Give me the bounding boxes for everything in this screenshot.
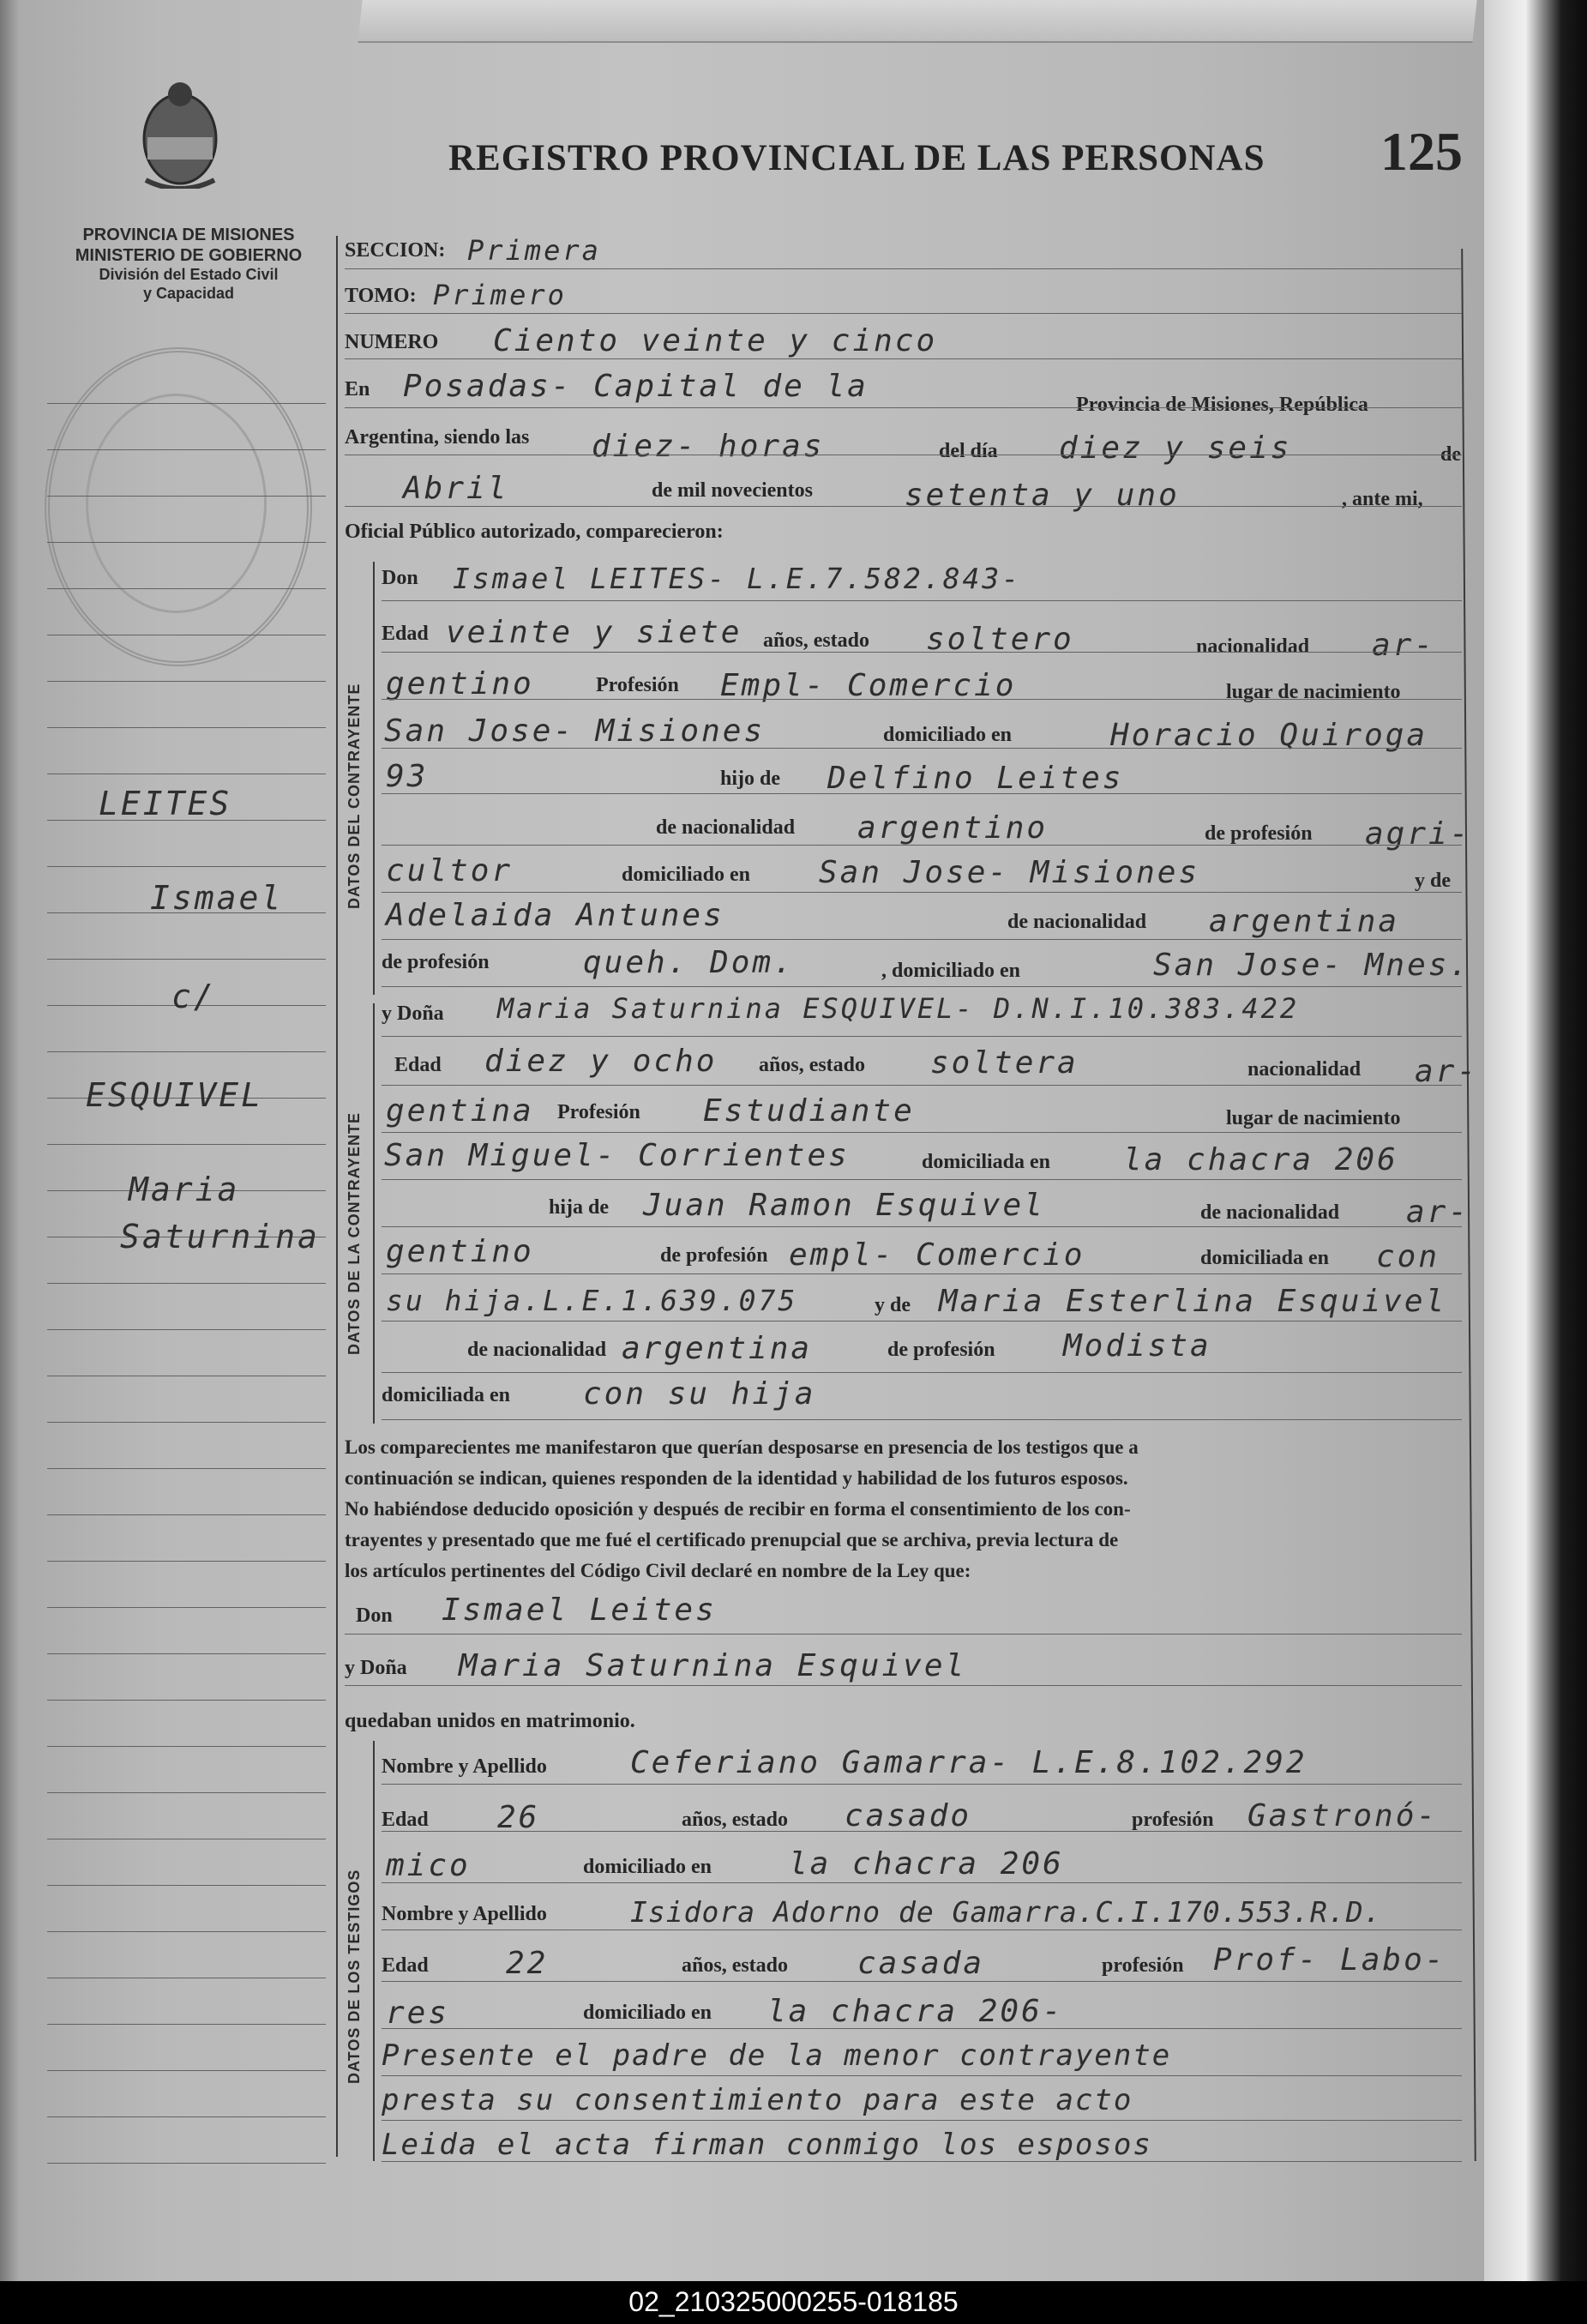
value-mes: Abril xyxy=(403,471,509,506)
label-nombre-apellido-2: Nombre y Apellido xyxy=(382,1903,547,1925)
note-line-3: Leida el acta firman conmigo los esposos xyxy=(382,2128,1152,2162)
margin-rule-line xyxy=(47,1468,326,1469)
groom-profesion: Empl- Comercio xyxy=(720,668,1017,703)
witness1-edad: 26 xyxy=(497,1800,540,1835)
margin-rule-line xyxy=(47,1885,326,1886)
form-rule-line xyxy=(382,1273,1462,1274)
margin-rule-line xyxy=(47,542,326,543)
label-provincia: Provincia de Misiones, República xyxy=(1076,394,1368,416)
groom-padre-prof-2: cultor xyxy=(386,853,514,888)
form-rule-line xyxy=(382,845,1462,846)
label-domiciliada-2: domiciliada en xyxy=(1200,1247,1330,1269)
form-rule-line xyxy=(382,2161,1462,2162)
label-profesion-2: Profesión xyxy=(557,1101,640,1123)
groom-section-rule xyxy=(373,562,375,995)
label-de-nacionalidad-4: de nacionalidad xyxy=(467,1339,607,1361)
margin-rule-line xyxy=(47,866,326,867)
label-hijo-de: hijo de xyxy=(720,768,781,790)
witness1-name: Ceferiano Gamarra- L.E.8.102.292 xyxy=(630,1745,1307,1780)
label-nombre-apellido: Nombre y Apellido xyxy=(382,1755,547,1778)
witness2-profesion-2: res xyxy=(386,1996,450,2031)
margin-rule-line xyxy=(47,1746,326,1747)
label-oficial: Oficial Público autorizado, comparecieron: xyxy=(345,521,724,543)
label-y-de-2: y de xyxy=(875,1294,911,1316)
form-rule-line xyxy=(345,268,1462,269)
bride-madre-prof: Modista xyxy=(1063,1328,1211,1364)
groom-nacionalidad-1: ar- xyxy=(1372,628,1436,663)
form-rule-line xyxy=(382,939,1462,940)
margin-rule-line xyxy=(47,959,326,960)
official-seal-stamp xyxy=(45,347,312,666)
page-edge-top xyxy=(358,0,1476,43)
section-label-groom: DATOS DEL CONTRAYENTE xyxy=(346,683,363,909)
margin-name-2a: Maria xyxy=(129,1171,240,1208)
margin-rule-line xyxy=(47,1283,326,1284)
ministry-line-4: y Capacidad xyxy=(142,284,235,302)
margin-rule-line xyxy=(47,403,326,404)
form-rule-line xyxy=(382,892,1462,893)
margin-rule-line xyxy=(47,681,326,682)
label-de-mil: de mil novecientos xyxy=(652,479,813,502)
margin-rule-line xyxy=(47,1561,326,1562)
label-de-nacionalidad: de nacionalidad xyxy=(656,816,796,839)
groom-padre: Delfino Leites xyxy=(827,761,1124,796)
body-paragraph-line-4: trayentes y presentado que me fué el certificado prenupcial que se archiva, previa lectura de xyxy=(345,1529,1119,1550)
bride-edad: diez y ocho xyxy=(484,1044,718,1079)
form-rule-line xyxy=(345,313,1462,314)
witness1-estado: casado xyxy=(845,1798,972,1833)
bride-nacionalidad-1: ar- xyxy=(1415,1054,1479,1089)
form-rule-line xyxy=(382,652,1462,653)
witness1-domicilio: la chacra 206 xyxy=(789,1846,1064,1881)
bride-madre-dom: con su hija xyxy=(583,1376,816,1412)
form-rule-line xyxy=(345,1634,1462,1635)
bride-padre-nac-1: ar- xyxy=(1406,1195,1470,1230)
label-domiciliada-3: domiciliada en xyxy=(382,1384,511,1406)
groom-domicilio-1: Horacio Quiroga xyxy=(1110,718,1428,753)
label-hija-de: hija de xyxy=(549,1196,610,1219)
witness-section-rule xyxy=(373,1741,375,2161)
form-rule-line xyxy=(382,1179,1462,1180)
label-en: En xyxy=(345,378,370,400)
witness2-domicilio: la chacra 206- xyxy=(767,1994,1064,2029)
groom-nacionalidad-2: gentino xyxy=(386,666,534,701)
margin-rule-line xyxy=(47,1700,326,1701)
margin-surname: LEITES xyxy=(99,785,232,822)
bride-padre-dom-2: su hija.L.E.1.639.075 xyxy=(386,1284,798,1317)
label-edad-3: Edad xyxy=(382,1809,429,1831)
groom-domicilio-2: 93 xyxy=(386,759,429,794)
coat-of-arms-icon xyxy=(129,77,231,189)
groom-padre-nac: argentino xyxy=(857,810,1049,846)
margin-rule-line xyxy=(47,1144,326,1145)
margin-rule-line xyxy=(47,496,326,497)
label-comma-domiciliado: , domiciliado en xyxy=(881,960,1021,982)
groom-estado: soltero xyxy=(926,622,1074,657)
witness1-profesion-1: Gastronó- xyxy=(1247,1798,1439,1833)
form-rule-line xyxy=(382,1831,1462,1832)
label-de-nacionalidad-2: de nacionalidad xyxy=(1007,911,1147,933)
note-line-2: presta su consentimiento para este acto xyxy=(382,2083,1133,2117)
image-id-footer xyxy=(0,2281,1587,2324)
body-paragraph-line-3: No habiéndose deducido oposición y después de recibir en forma el consentimiento de los con- xyxy=(345,1498,1131,1520)
witness2-name: Isidora Adorno de Gamarra.C.I.170.553.R.D. xyxy=(630,1895,1382,1929)
label-numero: NUMERO xyxy=(345,331,439,353)
margin-name: Ismael xyxy=(150,879,284,917)
witness1-profesion-2: mico xyxy=(386,1848,471,1883)
label-domiciliado-4: domiciliado en xyxy=(583,2002,712,2024)
groom-madre: Adelaida Antunes xyxy=(386,898,724,933)
witness2-edad: 22 xyxy=(506,1946,549,1981)
label-tomo: TOMO: xyxy=(345,285,417,307)
form-rule-line xyxy=(382,2075,1462,2076)
form-frame-left xyxy=(336,236,338,2157)
label-anos-estado: años, estado xyxy=(763,629,870,652)
groom-padre-prof-1: agri- xyxy=(1365,816,1471,852)
label-y-dona: y Doña xyxy=(382,1002,444,1025)
label-y-de: y de xyxy=(1415,870,1451,892)
note-line-1: Presente el padre de la menor contrayente xyxy=(382,2038,1172,2073)
label-nacionalidad: nacionalidad xyxy=(1196,635,1310,658)
ministry-line-2: MINISTERIO DE GOBIERNO xyxy=(75,246,303,265)
form-rule-line xyxy=(382,1085,1462,1086)
image-id-label: 02_210325000255-018185 xyxy=(628,2286,959,2317)
value-numero: Ciento veinte y cinco xyxy=(493,323,938,358)
ministry-heading xyxy=(34,225,343,303)
body-paragraph-line-5: los artículos pertinentes del Código Civil declaré en nombre de la Ley que: xyxy=(345,1560,971,1581)
margin-name-2b: Saturnina xyxy=(120,1218,320,1255)
label-nacionalidad-2: nacionalidad xyxy=(1247,1058,1362,1081)
margin-rule-line xyxy=(47,727,326,728)
label-profesion-4: profesión xyxy=(1102,1954,1184,1977)
form-rule-line xyxy=(382,1226,1462,1227)
label-domiciliado-2: domiciliado en xyxy=(622,864,751,886)
margin-surname-2: ESQUIVEL xyxy=(86,1076,264,1114)
form-rule-line xyxy=(382,986,1462,987)
page-number: 125 xyxy=(1380,121,1463,182)
form-rule-line xyxy=(382,1036,1462,1037)
margin-rule-line xyxy=(47,1653,326,1654)
margin-rule-line xyxy=(47,2116,326,2117)
label-domiciliado: domiciliado en xyxy=(883,724,1013,746)
ministry-line-3: División del Estado Civil xyxy=(99,266,279,283)
form-rule-line xyxy=(382,2120,1462,2121)
form-rule-line xyxy=(382,1372,1462,1373)
label-anos-estado-2: años, estado xyxy=(759,1054,866,1076)
groom-edad: veinte y siete xyxy=(446,615,742,650)
bride-section-rule xyxy=(373,1003,375,1424)
label-edad: Edad xyxy=(382,623,429,645)
label-de-nacionalidad-3: de nacionalidad xyxy=(1200,1201,1340,1224)
value-en: Posadas- Capital de la xyxy=(403,369,869,404)
form-rule-line xyxy=(382,748,1462,749)
label-de: de xyxy=(1440,443,1461,466)
label-del-dia: del día xyxy=(939,440,998,462)
margin-rule-line xyxy=(47,1514,326,1515)
label-de-profesion-3: de profesión xyxy=(660,1244,768,1267)
form-rule-line xyxy=(345,358,1462,359)
union-don: Ismael Leites xyxy=(442,1592,717,1628)
label-seccion: SECCION: xyxy=(345,239,446,262)
margin-conjunction: c/ xyxy=(171,978,216,1015)
union-dona: Maria Saturnina Esquivel xyxy=(459,1648,967,1683)
margin-rule-line xyxy=(47,1329,326,1330)
groom-madre-nac: argentina xyxy=(1209,904,1400,939)
bride-padre: Juan Ramon Esquivel xyxy=(643,1188,1045,1223)
margin-rule-line xyxy=(47,449,326,450)
form-rule-line xyxy=(345,407,1462,408)
page-title: REGISTRO PROVINCIAL DE LAS PERSONAS xyxy=(448,138,1265,178)
margin-rule-line xyxy=(47,2024,326,2025)
label-edad-2: Edad xyxy=(394,1054,442,1076)
body-paragraph-line-2: continuación se indican, quienes responden de la identidad y habilidad de los futuros esposos. xyxy=(345,1467,1128,1489)
label-de-profesion-4: de profesión xyxy=(887,1339,995,1361)
section-label-bride: DATOS DE LA CONTRAYENTE xyxy=(346,1111,363,1355)
value-seccion: Primera xyxy=(467,234,601,267)
label-argentina-siendo: Argentina, siendo las xyxy=(345,426,530,449)
bride-madre-nac: argentina xyxy=(622,1331,813,1366)
bride-name: Maria Saturnina ESQUIVEL- D.N.I.10.383.422 xyxy=(497,992,1300,1025)
margin-rule-line xyxy=(47,1607,326,1608)
bride-padre-nac-2: gentino xyxy=(386,1234,534,1269)
label-profesion-3: profesión xyxy=(1132,1809,1214,1831)
ministry-line-1: PROVINCIA DE MISIONES xyxy=(82,226,295,244)
margin-rule-line xyxy=(47,1792,326,1793)
label-profesion: Profesión xyxy=(596,674,679,696)
margin-rule-line xyxy=(47,2163,326,2164)
margin-rule-line xyxy=(47,1931,326,1932)
value-anio: setenta y uno xyxy=(905,478,1180,513)
margin-rule-line xyxy=(47,1422,326,1423)
form-rule-line xyxy=(382,1132,1462,1133)
bride-estado: soltera xyxy=(930,1045,1079,1081)
groom-lugar-nac: San Jose- Misiones xyxy=(384,713,766,749)
bride-profesion: Estudiante xyxy=(703,1093,915,1129)
section-label-witnesses: DATOS DE LOS TESTIGOS xyxy=(346,1869,363,2084)
page-edge-left xyxy=(0,0,19,2281)
bride-nacionalidad-2: gentina xyxy=(386,1093,534,1129)
value-tomo: Primero xyxy=(433,279,567,311)
form-rule-line xyxy=(382,699,1462,700)
value-hora: diez- horas xyxy=(592,429,825,464)
label-de-profesion-2: de profesión xyxy=(382,951,490,973)
groom-padre-dom: San Jose- Misiones xyxy=(819,855,1200,890)
witness2-estado: casada xyxy=(857,1946,985,1981)
label-domiciliado-3: domiciliado en xyxy=(583,1856,712,1878)
form-rule-line xyxy=(382,1882,1462,1883)
page-edge-right xyxy=(1484,0,1587,2281)
bride-padre-prof: empl- Comercio xyxy=(789,1237,1085,1273)
body-paragraph-line-1: Los comparecientes me manifestaron que querían desposarse en presencia de los testigos que a xyxy=(345,1436,1139,1458)
value-dia: diez y seis xyxy=(1059,430,1292,466)
label-don-2: Don xyxy=(356,1605,393,1627)
form-rule-line xyxy=(382,1321,1462,1322)
bride-madre: Maria Esterlina Esquivel xyxy=(939,1284,1447,1319)
bride-lugar-nac: San Miguel- Corrientes xyxy=(384,1138,850,1173)
label-domiciliada: domiciliada en xyxy=(922,1151,1051,1173)
label-ante-mi: , ante mi, xyxy=(1342,488,1423,510)
groom-name: Ismael LEITES- L.E.7.582.843- xyxy=(453,562,1022,595)
form-rule-line xyxy=(345,506,1462,507)
label-don: Don xyxy=(382,567,418,589)
form-rule-line xyxy=(382,600,1462,601)
margin-rule-line xyxy=(47,1051,326,1052)
groom-madre-dom: San Jose- Mnes. xyxy=(1153,948,1471,983)
label-y-dona-2: y Doña xyxy=(345,1657,407,1679)
form-rule-line xyxy=(382,1784,1462,1785)
label-anos-estado-4: años, estado xyxy=(682,1954,789,1977)
margin-rule-line xyxy=(47,2070,326,2071)
label-de-profesion: de profesión xyxy=(1205,822,1313,845)
label-quedaban: quedaban unidos en matrimonio. xyxy=(345,1710,635,1732)
label-lugar-nac: lugar de nacimiento xyxy=(1226,681,1401,703)
witness2-profesion-1: Prof- Labo- xyxy=(1213,1942,1446,1978)
label-lugar-nac-2: lugar de nacimiento xyxy=(1226,1107,1401,1129)
label-anos-estado-3: años, estado xyxy=(682,1809,789,1831)
form-rule-line xyxy=(345,1685,1462,1686)
bride-padre-dom-1: con xyxy=(1376,1239,1440,1274)
label-edad-4: Edad xyxy=(382,1954,429,1977)
form-rule-line xyxy=(382,2028,1462,2029)
form-rule-line xyxy=(382,793,1462,794)
groom-madre-prof: queh. Dom. xyxy=(583,945,795,980)
bride-domicilio: la chacra 206 xyxy=(1123,1142,1398,1177)
margin-rule-line xyxy=(47,588,326,589)
form-rule-line xyxy=(382,1981,1462,1982)
form-rule-line xyxy=(382,1419,1462,1420)
